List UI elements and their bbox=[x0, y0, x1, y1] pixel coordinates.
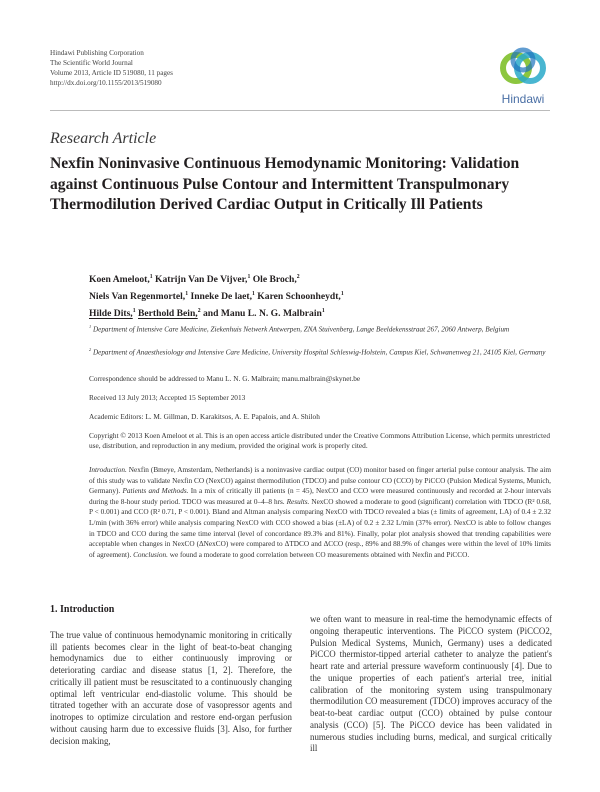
affiliation-2: $^2$ Department of Anaesthesiology and Intensive Care Medicine, University Hospital Schleswig-Holstein, Campus Kiel, Schwanenweg 21, 24105 Kiel, Germany bbox=[89, 347, 546, 357]
paragraph: we often want to measure in real-time the hemodynamic effects of ongoing therapeutic interventions. The PiCCO system (PiCCO2, Pulsion Medical Systems, Munich, Germany) uses a dedicated PiCCO thermistor-tipped arterial catheter to analyze the patient's heart rate and arterial pressure waveform continuously [4]. Due to the unique properties of each patient's arterial tree, initial calibration of the monitoring system using transpulmonary thermodilution CO measurement (TDCO) improves accuracy of the beat-to-beat cardiac output (CCO) obtained by pulse contour analysis (CCO) [5]. The PiCCO device has been validated in numerous studies including burns, medical, and surgical critically ill bbox=[310, 614, 552, 754]
author-line-2: Niels Van Regenmortel,$^1$ Inneke De laet,$^1$ Karen Schoonheydt,$^1$ bbox=[89, 291, 344, 303]
volume-info: Volume 2013, Article ID 519080, 11 pages bbox=[50, 69, 173, 77]
journal-header bbox=[50, 48, 173, 88]
logo-wordmark: Hindawi bbox=[501, 92, 545, 106]
doi-link[interactable]: http://dx.doi.org/10.1155/2013/519080 bbox=[50, 79, 162, 87]
academic-editors: Academic Editors: L. M. Gillman, D. Karakitsos, A. E. Papalois, and A. Shiloh bbox=[89, 412, 320, 421]
article-type: Research Article bbox=[50, 130, 157, 147]
received-dates: Received 13 July 2013; Accepted 15 September 2013 bbox=[89, 393, 246, 402]
author-line-3: Hilde Dits,$^1$ Berthold Bein,$^2$ and Manu L. N. G. Malbrain$^1$ bbox=[89, 308, 325, 320]
author-line-1: Koen Ameloot,$^1$ Katrijn Van De Vijver,$^1$ Ole Broch,$^2$ bbox=[89, 274, 300, 286]
author-link[interactable]: Hilde Dits, bbox=[89, 308, 133, 320]
publisher: Hindawi Publishing Corporation bbox=[50, 49, 144, 57]
hindawi-logo-icon bbox=[494, 44, 552, 92]
body-column-right bbox=[310, 614, 552, 755]
author-link[interactable]: Berthold Bein, bbox=[138, 308, 198, 320]
header-divider bbox=[50, 110, 550, 111]
abstract: Introduction. Nexfin (Bmeye, Amsterdam, Netherlands) is a noninvasive cardiac output (CO) monitor based on finger arterial pulse contour analysis. The aim of this study was to validate Nexfin CO (NexCO) against thermodilution (TDCO) and pulse contour CO (CCO) by PiCCO (Pulsion Medical Systems, Munich, Germany). Patients and Methods. In a mix of critically ill patients (n = 45), NexCO and CCO were measured continuously and recorded at 2-hour intervals during the 8-hour study period. TDCO was measured at 0–4–8 hrs. Results. NexCO showed a moderate to good (significant) correlation with TDCO (R² 0.68, P < 0.001) and CCO (R² 0.71, P < 0.001). Bland and Altman analysis comparing NexCO with TDCO revealed a bias (± limits of agreement, LA) of 0.4 ± 2.32 L/min (with 36% error) while analysis comparing NexCO with CCO showed a bias (±LA) of 0.2 ± 2.32 L/min (37% error). NexCO is able to follow changes in TDCO and CCO during the same time interval (level of concordance 89.3% and 81%). Finally, polar plot analysis showed that trending capabilities were acceptable when changes in NexCO (ΔNexCO) were compared to ΔTDCO and ΔCCO (resp., 89% and 88.9% of changes were within the level of 10% limits of agreement). Conclusion. we found a moderate to good correlation between CO measurements obtained with Nexfin and PiCCO. bbox=[89, 466, 552, 559]
body-column-left bbox=[50, 604, 292, 747]
section-heading: 1. Introduction bbox=[50, 604, 115, 615]
paragraph: The true value of continuous hemodynamic monitoring in critically ill patients becomes clear in the light of beat-to-beat changing hemodynamics due to either continuously improving or deteriorating cardiac and disease status [1, 2]. Therefore, the critically ill patient must be resuscitated to a continuously changing optimal left ventricular end-diastolic volume. This should be titrated together with an accurate dose of vasopressor agents and inotropes to optimize circulation and restore end-organ perfusion without causing harm due to excessive fluids [3]. Also, for further decision making, bbox=[50, 629, 292, 746]
copyright-notice: Copyright © 2013 Koen Ameloot et al. This is an open access article distributed under the Creative Commons Attribution License, which permits unrestricted use, distribution, and reproduction in any medium, provided the original work is properly cited. bbox=[89, 431, 550, 450]
affiliation-1: $^1$ Department of Intensive Care Medicine, Ziekenhuis Netwerk Antwerpen, ZNA Stuivenberg, Lange Beeldekensstraat 267, 2060 Antwerp, Belgium bbox=[89, 324, 510, 334]
hindawi-logo bbox=[494, 44, 552, 106]
author-list bbox=[89, 270, 559, 322]
correspondence: Correspondence should be addressed to Manu L. N. G. Malbrain; manu.malbrain@skynet.be bbox=[89, 374, 361, 383]
journal-name: The Scientific World Journal bbox=[50, 59, 133, 67]
article-title: Nexfin Noninvasive Continuous Hemodynamic Monitoring: Validation against Continuous Pulse Contour and Intermittent Transpulmonary Thermodilution Derived Cardiac Output in Critically Ill Patients bbox=[50, 155, 520, 213]
